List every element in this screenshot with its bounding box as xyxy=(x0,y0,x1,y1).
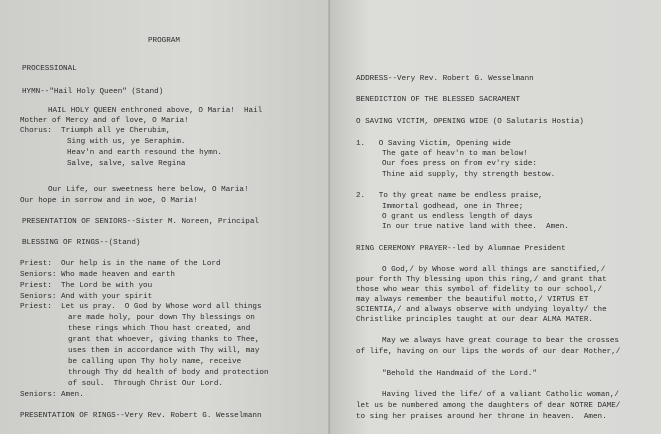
text-line: Chorus: Triumph all ye Cherubim, xyxy=(20,127,171,135)
text-line: RING CEREMONY PRAYER--led by Alumnae President xyxy=(356,245,566,253)
text-line: Having lived the life/ of a valiant Catholic woman,/ xyxy=(382,391,619,399)
text-line: Priest: Our help is in the name of the Lord xyxy=(20,260,221,268)
text-line: PROCESSIONAL xyxy=(22,65,77,73)
text-line: Our hope in sorrow and in woe, O Maria! xyxy=(20,197,198,205)
text-line: Our foes press on from ev'ry side: xyxy=(382,160,537,168)
left-page xyxy=(0,0,330,434)
text-line: HYMN--"Hail Holy Queen" (Stand) xyxy=(22,88,164,96)
text-line: O SAVING VICTIM, OPENING WIDE (O Salutaris Hostia) xyxy=(356,118,584,126)
text-line: "Behold the Handmaid of the Lord." xyxy=(382,370,537,378)
text-line: Seniors: Who made heaven and earth xyxy=(20,271,175,279)
text-line: O grant us endless length of days xyxy=(382,213,533,221)
text-line: PRESENTATION OF SENIORS--Sister M. Noreen, Principal xyxy=(22,218,259,226)
text-line: be calling upon Thy holy name, receive xyxy=(68,358,242,366)
text-line: PROGRAM xyxy=(148,37,180,45)
text-line: Salve, salve, salve Regina xyxy=(67,160,186,168)
text-line: Sing with us, ye Seraphim. xyxy=(67,138,186,146)
text-line: grant that whoever, giving thanks to Thee, xyxy=(68,336,260,344)
text-line: of life, having on our lips the words of our dear Mother,/ xyxy=(356,348,621,356)
text-line: BLESSING OF RINGS--(Stand) xyxy=(22,239,141,247)
text-line: 2. To thy great name be endless praise, xyxy=(356,192,543,200)
text-line: of soul. Through Christ Our Lord. xyxy=(68,380,223,388)
text-line: Heav'n and earth resound the hymn. xyxy=(67,149,222,157)
text-line: pour forth Thy blessing upon this ring,/ and grant that xyxy=(356,276,607,284)
text-line: may always remember the beautiful motto,/ VIRTUS ET xyxy=(356,296,589,304)
text-line: 1. O Saving Victim, Opening wide xyxy=(356,140,511,148)
text-line: Priest: The Lord be with you xyxy=(20,282,153,290)
text-line: Seniors: Amen. xyxy=(20,391,84,399)
text-line: through Thy dd health of body and protection xyxy=(68,369,269,377)
text-line: let us be numbered among the daughters of dear NOTRE DAME/ xyxy=(356,402,621,410)
text-line: those who wear this symbol of fidelity to our school,/ xyxy=(356,286,603,294)
text-line: In our true native land with thee. Amen. xyxy=(382,223,569,231)
text-line: Seniors: And with your spirit xyxy=(20,293,153,301)
text-line: are made holy, pour down Thy blessings on xyxy=(68,314,255,322)
text-line: to sing her praises around her throne in heaven. Amen. xyxy=(356,413,607,421)
right-page xyxy=(330,0,661,434)
text-line: these rings which Thou hast created, and xyxy=(68,325,251,333)
text-line: BENEDICTION OF THE BLESSED SACRAMENT xyxy=(356,96,521,104)
text-line: SCIENTIA,/ and always observe with undying loyalty/ the xyxy=(356,306,607,314)
text-line: O God,/ by Whose word all things are sanctified,/ xyxy=(382,266,606,274)
text-line: HAIL HOLY QUEEN enthroned above, O Maria! Hail xyxy=(48,107,263,115)
text-line: uses them in accordance with Thy will, may xyxy=(68,347,260,355)
text-line: Priest: Let us pray. O God by Whose word all things xyxy=(20,303,262,311)
text-line: Mother of Mercy and of love, O Maria! xyxy=(20,117,189,125)
text-line: Immortal godhead, one in Three; xyxy=(382,203,524,211)
text-line: Thine aid supply, thy strength bestow. xyxy=(382,171,556,179)
text-line: ADDRESS--Very Rev. Robert G. Wesselmann xyxy=(356,75,534,83)
text-line: PRESENTATION OF RINGS--Very Rev. Robert G. Wesselmann xyxy=(20,412,262,420)
text-line: May we always have great courage to bear the crosses xyxy=(382,337,619,345)
text-line: Christlike principles taught at our dear ALMA MATER. xyxy=(356,316,593,324)
text-line: The gate of heav'n to man below! xyxy=(382,150,528,158)
text-line: Our Life, our sweetness here below, O Maria! xyxy=(48,186,249,194)
